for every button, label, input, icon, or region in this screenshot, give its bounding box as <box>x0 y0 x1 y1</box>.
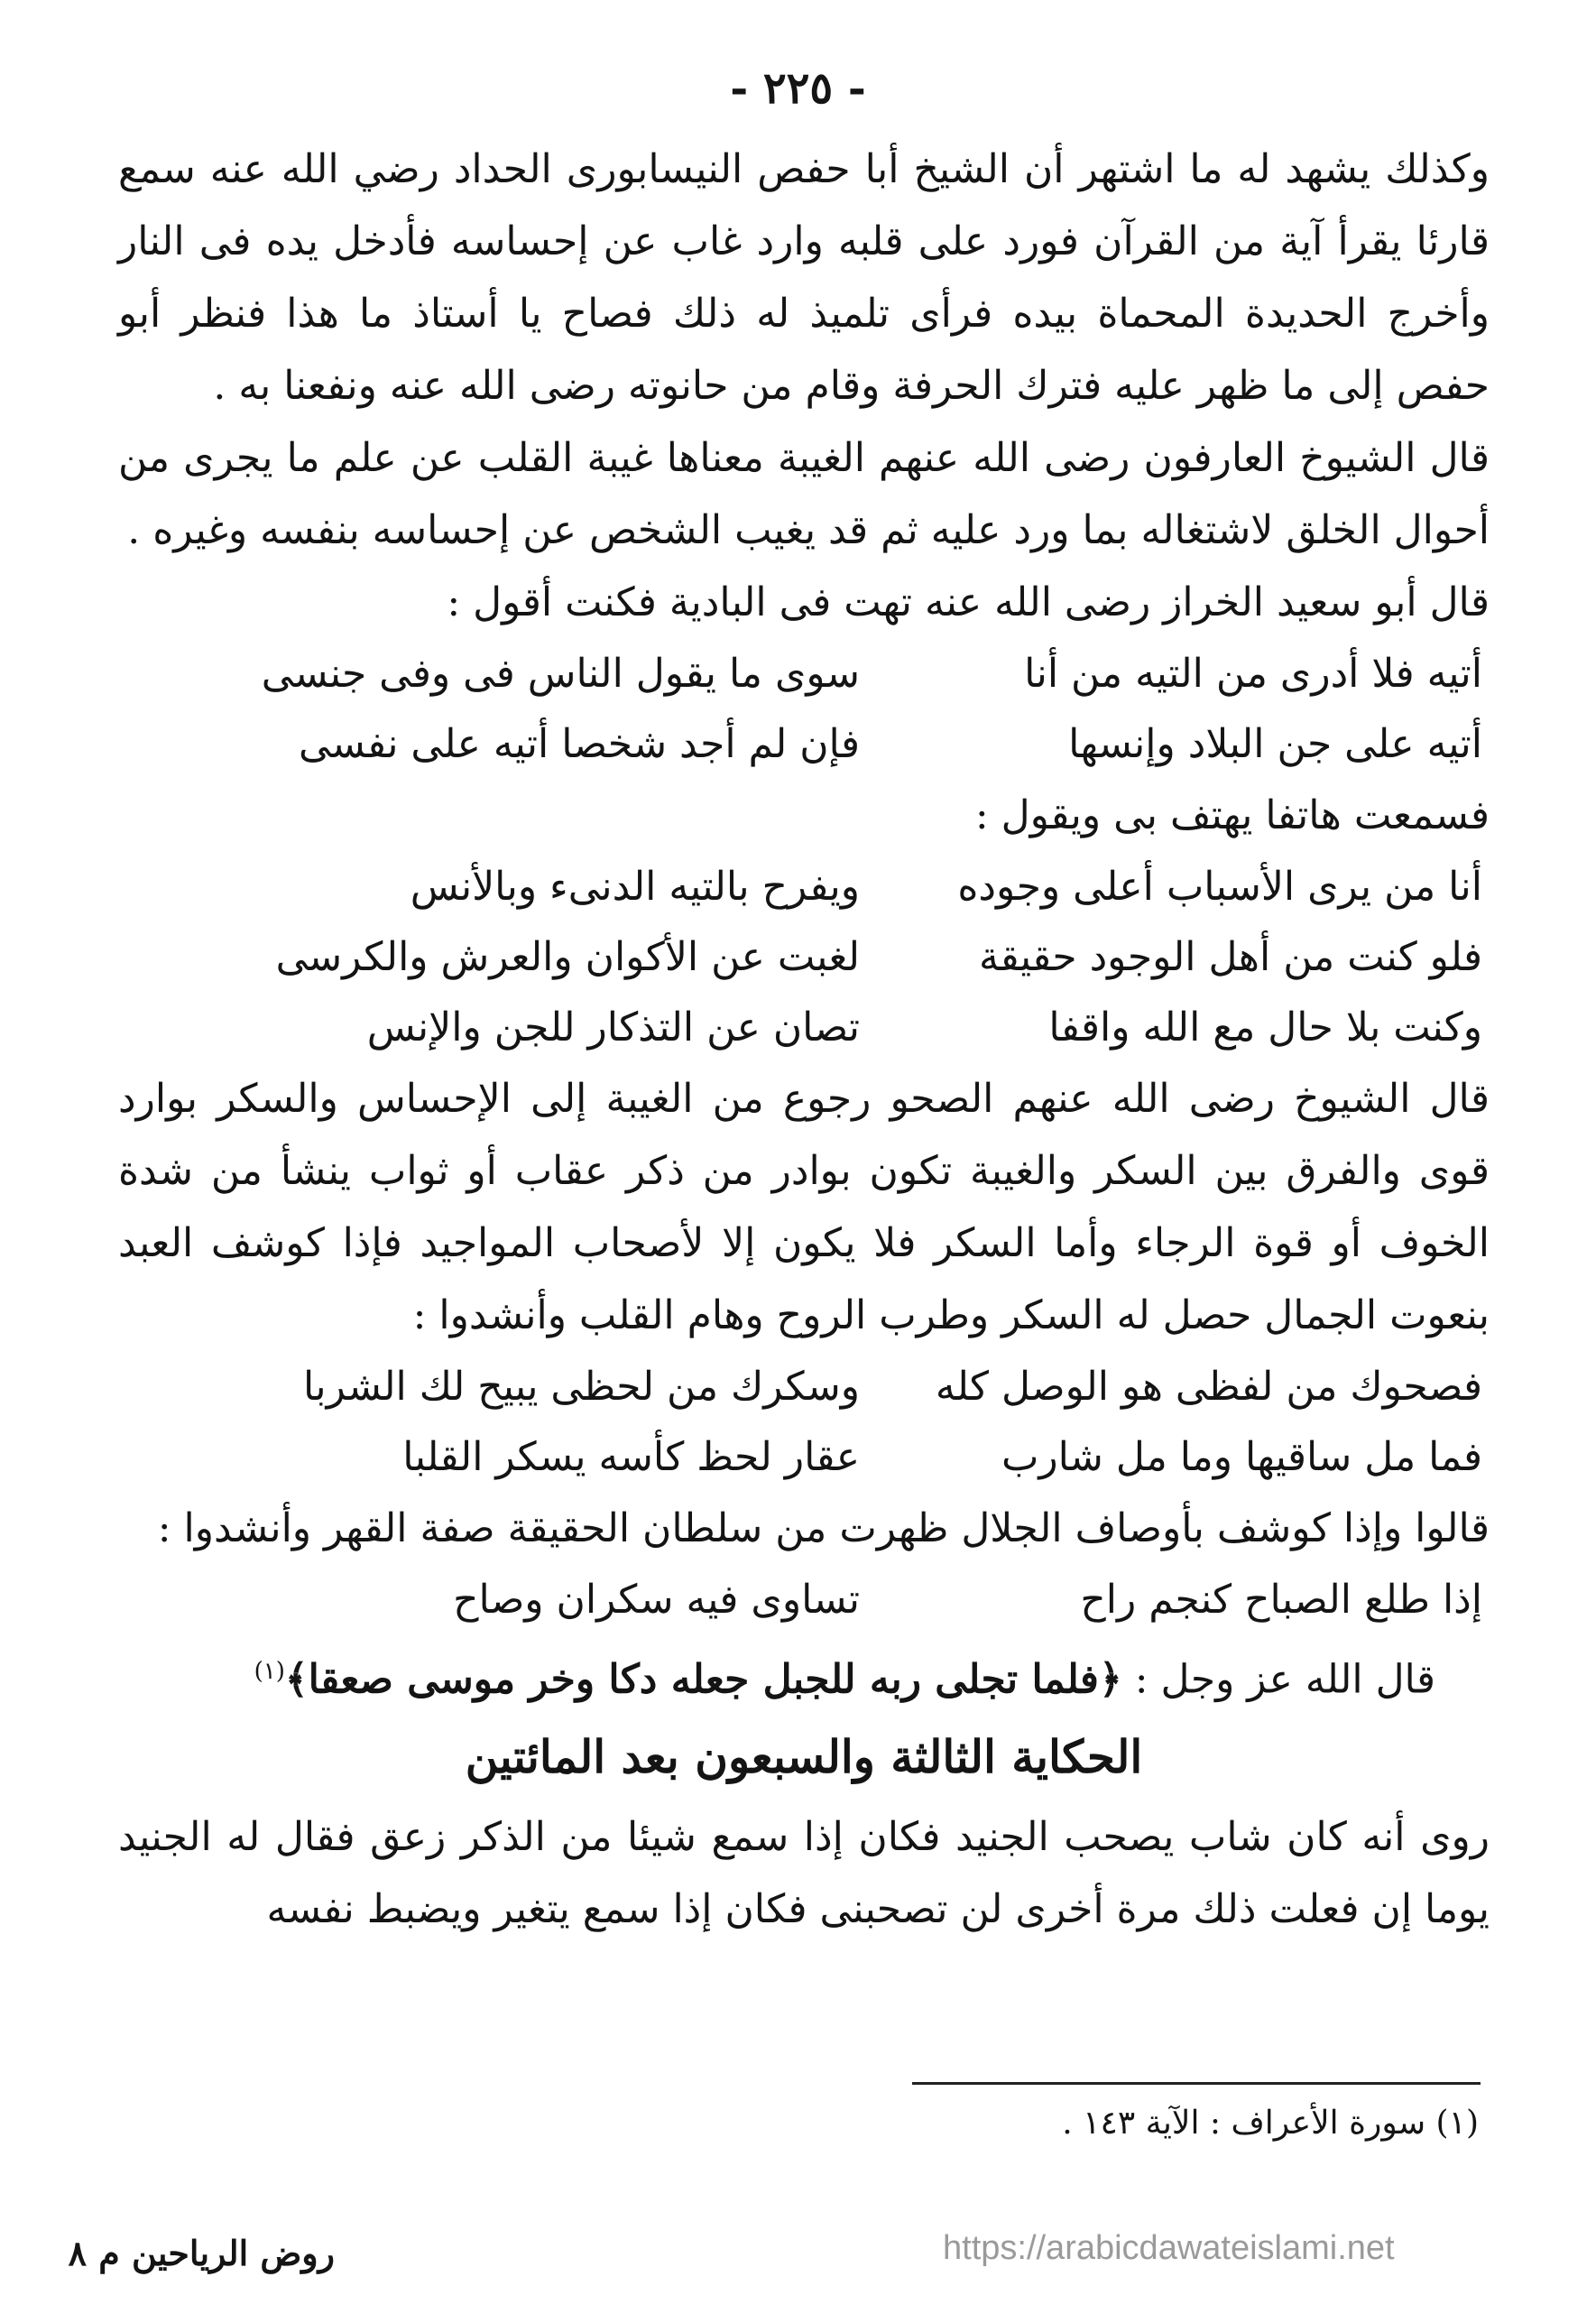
verse-line <box>118 852 1490 922</box>
verse-hemistich-first: فما مل ساقيها وما مل شارب <box>1001 1434 1482 1480</box>
verse-line <box>118 993 1490 1063</box>
verse-line <box>118 639 1490 709</box>
verse-hemistich-second: فإن لم أجد شخصا أتيه على نفسى <box>299 721 860 767</box>
verse-hemistich-first: أتيه فلا أدرى من التيه من أنا <box>1024 651 1482 697</box>
paragraph-7: روى أنه كان شاب يصحب الجنيد فكان إذا سمع شيئا من الذكر زعق فقال له الجنيد يوما إن فعلت ذلك مرة أخرى لن تصحبنى فكان إذا سمع يتغير ويضبط نفسه <box>118 1813 1490 1932</box>
verse-hemistich-first: فلو كنت من أهل الوجود حقيقة <box>979 934 1482 980</box>
footnote-divider <box>912 2082 1481 2085</box>
verse-hemistich-first: أنا من يرى الأسباب أعلى وجوده <box>957 864 1482 910</box>
verse-hemistich-second: وسكرك من لحظى يبيح لك الشربا <box>302 1364 860 1410</box>
quran-citation-line <box>118 1635 1490 1717</box>
verse-hemistich-first: وكنت بلا حال مع الله واقفا <box>1048 1004 1482 1050</box>
verse-line <box>118 922 1490 993</box>
paragraph-2: قال الشيوخ العارفون رضى الله عنهم الغيبة معناها غيبة القلب عن علم ما يجرى من أحوال الخلق لاشتغاله بما ورد عليه ثم قد يغيب الشخص عن إحساسه بنفسه وغيره . <box>118 435 1490 553</box>
book-signature: روض الرياحين م ٨ <box>68 2233 335 2273</box>
verse-hemistich-second: ويفرح بالتيه الدنىء وبالأنس <box>410 864 860 910</box>
verse-hemistich-first: إذا طلع الصباح كنجم راح <box>1080 1577 1482 1623</box>
citation-prefix: قال الله عز وجل : <box>1134 1656 1435 1703</box>
paragraph-4: فسمعت هاتفا يهتف بى ويقول : <box>974 792 1490 838</box>
verse-hemistich-second: سوى ما يقول الناس فى وفى جنسى <box>261 651 860 697</box>
watermark-url: https://arabicdawateislami.net <box>943 2229 1395 2267</box>
footnote-reference: (١) <box>254 1658 285 1685</box>
verse-hemistich-first: فصحوك من لفظى هو الوصل كله <box>935 1364 1482 1410</box>
verse-line <box>118 709 1490 780</box>
verse-line <box>118 1352 1490 1422</box>
page-body <box>118 134 1490 1946</box>
verse-hemistich-second: لغبت عن الأكوان والعرش والكرسى <box>275 934 860 980</box>
verse-hemistich-second: تصان عن التذكار للجن والإنس <box>366 1004 860 1050</box>
page-number: - ٢٢٥ - <box>730 63 866 114</box>
paragraph-3: قال أبو سعيد الخراز رضى الله عنه تهت فى البادية فكنت أقول : <box>447 579 1490 625</box>
verse-line <box>118 1422 1490 1493</box>
paragraph-1: وكذلك يشهد له ما اشتهر أن الشيخ أبا حفص النيسابورى الحداد رضي الله عنه سمع قارئا يقرأ آية من القرآن فورد على قلبه وارد غاب عن إحساسه فأدخل يده فى النار وأخرج الحديدة المحماة بيده فرأى تلميذ له ذلك فصاح يا أستاذ ما هذا فنظر أبو حفص إلى ما ظهر عليه فترك الحرفة وقام من حانوته رضى الله عنه ونفعنا به . <box>118 146 1490 409</box>
verse-hemistich-second: تساوى فيه سكران وصاح <box>453 1577 860 1623</box>
verse-hemistich-second: عقار لحظ كأسه يسكر القلبا <box>402 1434 860 1480</box>
verse-hemistich-first: أتيه على جن البلاد وإنسها <box>1068 721 1482 767</box>
verse-line <box>118 1565 1490 1635</box>
footnote: (١) سورة الأعراف : الآية ١٤٣ . <box>1062 2105 1479 2142</box>
paragraph-6: قالوا وإذا كوشف بأوصاف الجلال ظهرت من سلطان الحقيقة صفة القهر وأنشدوا : <box>157 1505 1490 1551</box>
section-heading: الحكاية الثالثة والسبعون بعد المائتين <box>465 1729 1143 1783</box>
quran-verse: ﴿فلما تجلى ربه للجبل جعله دكا وخر موسى صعقا﴾ <box>284 1656 1122 1703</box>
paragraph-5: قال الشيوخ رضى الله عنهم الصحو رجوع من الغيبة إلى الإحساس والسكر بوارد قوى والفرق بين السكر والغيبة تكون بوادر من ذكر عقاب أو ثواب ينشأ من شدة الخوف أو قوة الرجاء وأما السكر فلا يكون إلا لأصحاب المواجيد فإذا كوشف العبد بنعوت الجمال حصل له السكر وطرب الروح وهام القلب وأنشدوا : <box>118 1076 1490 1338</box>
